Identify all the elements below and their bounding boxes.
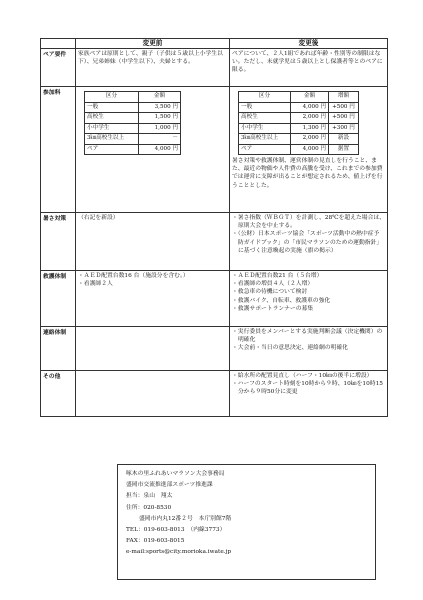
fee-before-amt-3: －: [139, 134, 181, 145]
list-item: ・（公財）日本スポーツ協会「スポーツ活動中の熱中症予防ガイドブック」の「市民マラソンのための運動指針」に基づく注意喚起の実施（旗の掲示）: [232, 231, 383, 254]
table-row: [85, 134, 181, 145]
fee-after-amt-1: 2,000 円: [291, 113, 329, 124]
fee-after-inc-4: 据置: [329, 144, 359, 155]
list-item: ・実行委員をメンバーとする実施判断会議（決定機関）の明確化: [232, 329, 383, 344]
change-comparison-table: [40, 38, 388, 417]
fee-after-header-increase: 増額: [329, 92, 359, 103]
list-item: ・暑さ指数（ＷＢＧＴ）を計測し、28℃を超えた場合は、原則大会を中止する。: [232, 215, 385, 230]
header-item-blank: [41, 39, 76, 49]
header-before: 変更前: [76, 39, 230, 49]
table-row: [85, 123, 181, 134]
fee-after-amt-0: 4,000 円: [291, 102, 329, 113]
fee-after-inc-1: +500 円: [329, 113, 359, 124]
list-item: ・看護師２人: [78, 281, 113, 288]
office-email[interactable]: e-mail:sports@city.morioka.iwate.jp: [126, 549, 232, 556]
fee-before-header-amount: 金額: [139, 92, 181, 103]
list-item: ・ハーフのスタート時刻を10時から９時、10㎞を10時15分から９時50分に変更: [232, 381, 383, 396]
heat-after: [230, 213, 388, 271]
table-row: [85, 113, 181, 124]
fee-table-after: [238, 91, 359, 155]
fee-before-cat-3: 3㎞高校生以上: [85, 134, 139, 145]
other-after: [230, 371, 388, 417]
row-label-contact: 連絡体制: [41, 327, 76, 371]
row-label-rescue: 救護体制: [41, 271, 76, 327]
contact-after: [230, 327, 388, 371]
fee-after-amt-3: 2,000 円: [291, 134, 329, 145]
office-org: 啄木の里ふれあいマラソン大会事務局: [126, 471, 225, 477]
list-item: ・救急車の待機について検討: [232, 289, 308, 296]
fee-before-amt-2: 1,000 円: [139, 123, 181, 134]
office-address: 盛岡市内丸12番２号 本庁別館7階: [139, 515, 232, 522]
row-rescue: [41, 271, 388, 327]
table-row: [85, 102, 181, 113]
row-contact: [41, 327, 388, 371]
fee-after-cat-0: 一般: [239, 102, 291, 113]
fee-before-header-category: 区分: [85, 92, 139, 103]
list-item: ・大会前・当日の意思決定、連絡網の明確化: [232, 345, 348, 352]
table-row: [239, 134, 359, 145]
fee-after-cat-2: 小中学生: [239, 123, 291, 134]
table-row: [85, 144, 181, 155]
other-before: [76, 371, 230, 417]
fee-after-header-amount: 金額: [291, 92, 329, 103]
office-staff: 担当：泉山 翔太: [126, 493, 173, 500]
fee-before-cat-1: 高校生: [85, 113, 139, 124]
fee-before-cat-0: 一般: [85, 102, 139, 113]
row-label-other: その他: [41, 371, 76, 417]
office-tel: TEL：019-603-8013 （内線3773）: [126, 527, 226, 534]
row-pair: [41, 49, 388, 87]
pair-before: 家族ペアは原則として、親子（子供は５歳以上小学生以下）、兄弟姉妹（中学生以下）、夫婦とする。: [76, 49, 230, 87]
list-item: ・救護バイク、自転車、救護車の強化: [232, 297, 331, 304]
table-header-row: [41, 39, 388, 49]
fee-after-header-category: 区分: [239, 92, 291, 103]
fee-after-amt-4: 4,000 円: [291, 144, 329, 155]
fee-after-cat-1: 高校生: [239, 113, 291, 124]
list-item: ・ＡＥＤ配置台数21 台（５台増）: [232, 273, 323, 279]
fee-before-cat-4: ペア: [85, 144, 139, 155]
fee-after-cat-4: ペア: [239, 144, 291, 155]
row-heat: [41, 213, 388, 271]
fee-before-amt-0: 3,500 円: [139, 102, 181, 113]
table-row: [239, 113, 359, 124]
pair-after: ペアについて、２人1組であれば年齢・性別等の制限はない。ただし、未就学児は５歳以上とし保護者等とのペアに限る。: [230, 49, 388, 87]
fee-after: [230, 87, 388, 213]
fee-after-note: 暑さ対策や救護体制、運営体制の見直しを行うこと、また、最近の物価や人件費の高騰を受け、これまでの参加費では運営に支障が出ることが想定されるため、値上げを行うこととした。: [232, 158, 383, 189]
list-item: ・救護サポートランナーの募集: [232, 305, 314, 312]
list-item: ・ＡＥＤ配置台数16 台（施設分を含む。）: [78, 273, 189, 279]
header-after: 変更後: [230, 39, 388, 49]
fee-after-cat-3: 3㎞高校生以上: [239, 134, 291, 145]
office-fax: FAX：019-603-8015: [126, 538, 185, 545]
office-dept: 盛岡市交流推進部スポーツ推進課: [126, 482, 213, 489]
office-contact-box: [117, 464, 376, 580]
row-fee: [41, 87, 388, 213]
row-other: [41, 371, 388, 417]
heat-before: （右記を新設）: [76, 213, 230, 271]
fee-after-inc-2: +300 円: [329, 123, 359, 134]
fee-after-inc-3: 新設: [329, 134, 359, 145]
fee-after-amt-2: 1,300 円: [291, 123, 329, 134]
row-label-fee: 参加料: [41, 87, 76, 213]
fee-before: [76, 87, 230, 213]
fee-after-inc-0: +500 円: [329, 102, 359, 113]
rescue-before: [76, 271, 230, 327]
list-item: ・看護師の増員４人（２人増）: [232, 281, 314, 288]
row-label-pair: ペア要件: [41, 49, 76, 87]
table-row: [239, 144, 359, 155]
office-postal: 住所：020-8530: [126, 504, 172, 511]
list-item: ・給水所の配置見直し（ハーフ・10㎞の後半に増設）: [232, 373, 373, 379]
row-label-heat: 暑さ対策: [41, 213, 76, 271]
contact-before: [76, 327, 230, 371]
rescue-after: [230, 271, 388, 327]
fee-before-amt-1: 1,500 円: [139, 113, 181, 124]
fee-before-cat-2: 小中学生: [85, 123, 139, 134]
fee-table-before: [84, 91, 181, 155]
table-row: [239, 102, 359, 113]
fee-before-amt-4: 4,000 円: [139, 144, 181, 155]
table-row: [239, 123, 359, 134]
